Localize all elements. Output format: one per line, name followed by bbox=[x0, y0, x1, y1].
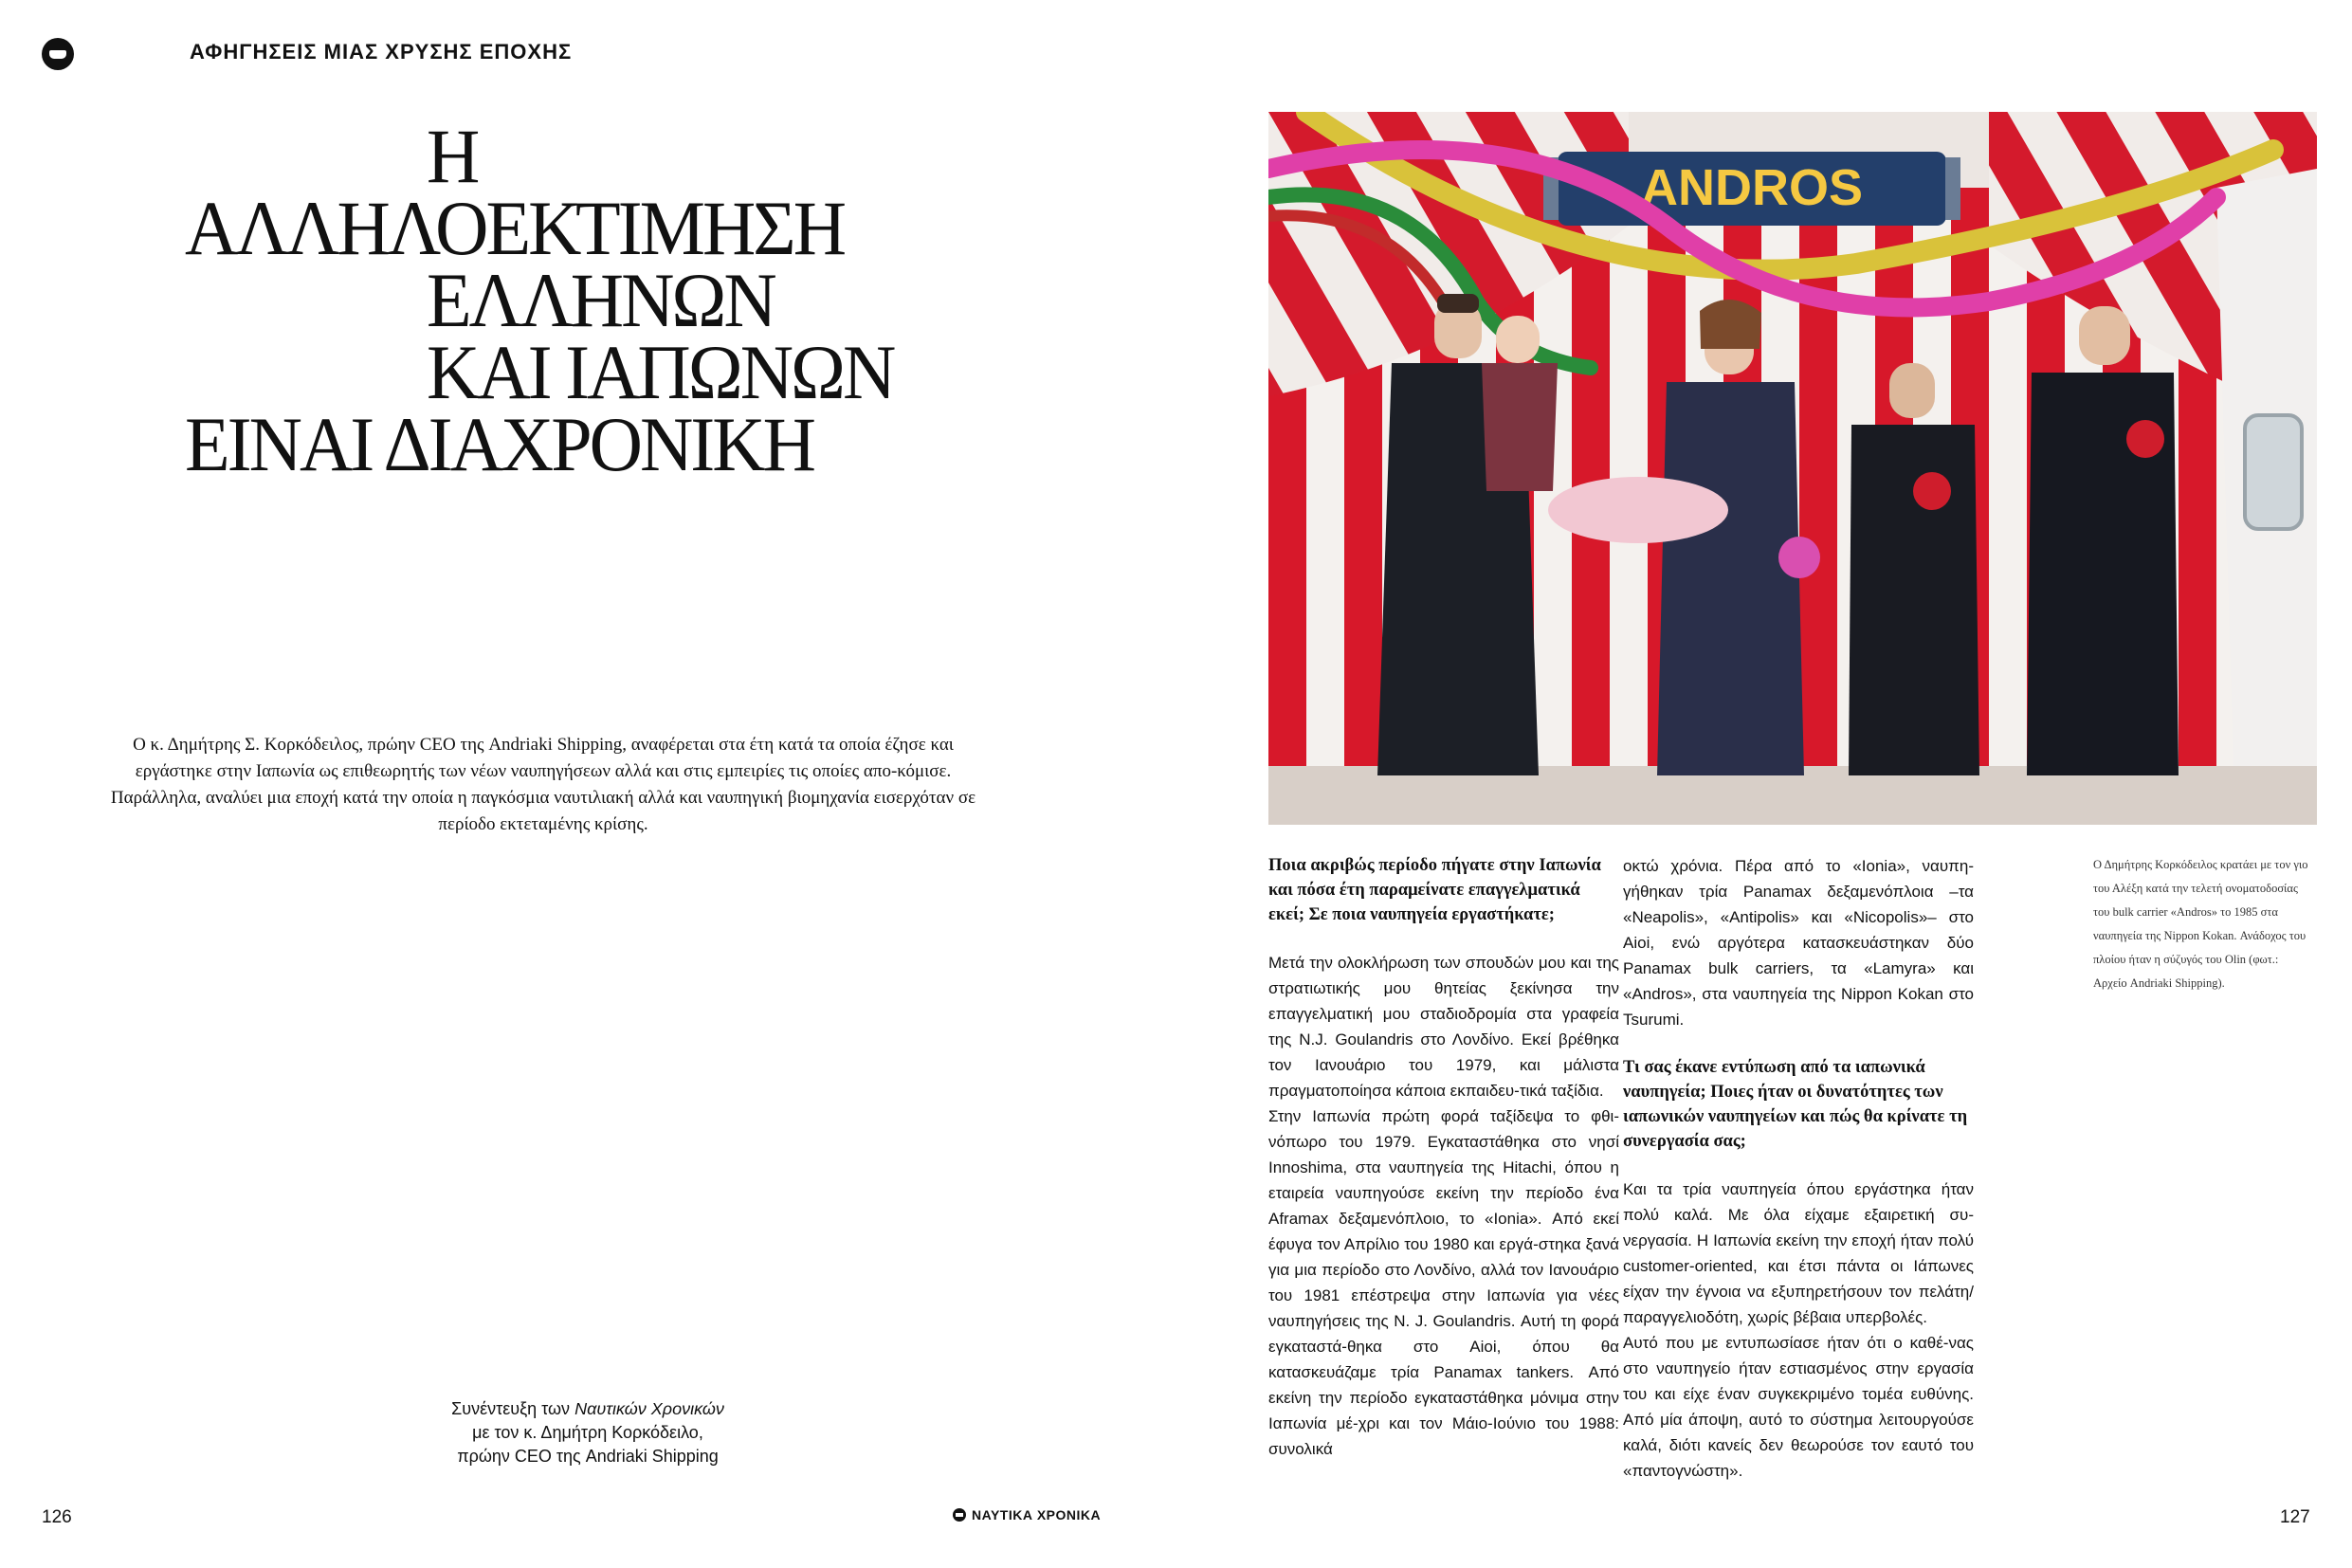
byline-prefix: Συνέντευξη των bbox=[451, 1399, 571, 1418]
column2-paragraph-2: Και τα τρία ναυπηγεία όπου εργάστηκα ήταν πολύ καλά. Με όλα είχαμε εξαιρετική συ-νεργασία. Η Ιαπωνία εκείνη την εποχή ήταν πολύ customer-oriented, και έτσι πάντα οι Ιάπωνες είχαν την έγνοια να εξυπηρετήσουν τον πελάτη/παραγγελιοδότη, χωρίς βέβαια υπερβολές. bbox=[1623, 1180, 1974, 1326]
column2-paragraph-1: οκτώ χρόνια. Πέρα από το «Ionia», ναυπη-γήθηκαν τρία Panamax δεξαμενόπλοια –τα «Neapolis», «Antipolis» και «Nicopolis»– στο Aioi, ενώ αργότερα κατασκευάστηκαν δύο Panamax bulk carriers, τα «Lamyra» και «Andros», στα ναυπηγεία της Nippon Kokan στο Tsurumi. bbox=[1623, 857, 1974, 1029]
page-number-right: 127 bbox=[2280, 1507, 2310, 1527]
ceremony-photo-illustration bbox=[1268, 112, 2317, 825]
column1-paragraph-1: Μετά την ολοκλήρωση των σπουδών μου και της στρατιωτικής μου θητείας ξεκίνησα την επαγγελματική μου σταδιοδρομία στα γραφεία της N.J. Goulandris στο Λονδίνο. Εκεί βρέθηκα τον Ιανουάριο του 1979, και μάλιστα πραγματοποίησα κάποια εκπαιδευ-τικά ταξίδια. bbox=[1268, 954, 1619, 1100]
andros-sign: ANDROS bbox=[1640, 159, 1864, 216]
byline-line-3: πρώην CEO της Andriaki Shipping bbox=[457, 1447, 719, 1466]
headline-line-1: Η bbox=[427, 112, 478, 200]
column1-paragraph-2: Στην Ιαπωνία πρώτη φορά ταξίδεψα το φθι-νόπωρο του 1979. Εγκαταστάθηκα στο νησί Innoshima, στα ναυπηγεία της Hitachi, όπου η εταιρεία ναυπηγούσε εκείνη την περίοδο ένα Aframax δεξαμενόπλοιο, το «Ionia». Από εκεί έφυγα τον Απρίλιο του 1980 και εργά-στηκα ξανά για μια περίοδο στο Λονδίνο, αλλά τον Ιανουάριο του 1981 επέστρεψα στην Ιαπωνία για νέες ναυπηγήσεις της N. J. Goulandris. Αυτή τη φορά εγκαταστά-θηκα στο Aioi, όπου θα κατασκευάζαμε τρία Panamax tankers. Από εκείνη την περίοδο εγκαταστάθηκα μόνιμα στην Ιαπωνία μέ-χρι και τον Μάιο-Ιούνιο του 1988: συνολικά bbox=[1268, 1107, 1619, 1458]
headline-line-5: ΕΙΝΑΙ ΔΙΑΧΡΟΝΙΚΗ bbox=[185, 400, 813, 488]
question-2: Τι σας έκανε εντύπωση από τα ιαπωνικά ναυπηγεία; Ποιες ήταν οι δυνατότητες των ιαπωνικών ναυπηγείων και πώς θα κρίνατε τη συνεργασία σας; bbox=[1623, 1058, 1968, 1151]
footer-brand-name: ΝΑΥΤΙΚΑ ΧΡΟΝΙΚΑ bbox=[972, 1507, 1102, 1522]
question-1: Ποια ακριβώς περίοδο πήγατε στην Ιαπωνία και πόσα έτη παραμείνατε επαγγελματικά εκεί; Σε ποια ναυπηγεία εργαστήκατε; bbox=[1268, 856, 1601, 924]
section-title: ΑΦΗΓΗΣΕΙΣ ΜΙΑΣ ΧΡΥΣΗΣ ΕΠΟΧΗΣ bbox=[190, 40, 573, 64]
page-number-left: 126 bbox=[42, 1507, 72, 1527]
byline-line-2: με τον κ. Δημήτρη Κορκόδειλο, bbox=[472, 1423, 703, 1442]
magazine-logo-icon bbox=[42, 38, 74, 70]
headline-line-4: ΚΑΙ ΙΑΠΩΝΩΝ bbox=[427, 328, 894, 416]
article-column-2 bbox=[1623, 853, 1974, 1484]
article-column-1 bbox=[1268, 853, 1619, 1462]
photo-caption: Ο Δημήτρης Κορκόδειλος κρατάει με τον γιο του Αλέξη κατά την τελετή ονοματοδοσίας του bulk carrier «Andros» το 1985 στα ναυπηγεία της Nippon Kokan. Ανάδοχος του πλοίου ήταν η σύζυγός του Olin (φωτ.: Αρχείο Andriaki Shipping). bbox=[2093, 858, 2308, 990]
headline-line-2: ΑΛΛΗΛΟΕΚΤΙΜΗΣΗ bbox=[185, 184, 845, 272]
brand-logo-icon bbox=[953, 1508, 966, 1522]
headline-line-3: ΕΛΛΗΝΩΝ bbox=[427, 256, 775, 344]
byline-publication: Ναυτικών Χρονικών bbox=[574, 1399, 724, 1418]
intro-paragraph: Ο κ. Δημήτρης Σ. Κορκόδειλος, πρώην CEO της Andriaki Shipping, αναφέρεται στα έτη κατά τα οποία έζησε και εργάστηκε στην Ιαπωνία ως επιθεωρητής των νέων ναυπηγήσεων αλλά και στις εμπειρίες τις οποίες απο-κόμισε. Παράλληλα, αναλύει μια εποχή κατά την οποία η παγκόσμια ναυτιλιακή αλλά και ναυπηγική βιομηχανία εισερχόταν σε περίοδο εκτεταμένης κρίσης. bbox=[110, 735, 976, 834]
column2-paragraph-3: Αυτό που με εντυπωσίασε ήταν ότι ο καθέ-νας στο ναυπηγείο ήταν εστιασμένος στην εργασία του και είχε έναν συγκεκριμένο τομέα ευθύνης. Από μία άποψη, αυτό το σύστημα λειτουργούσε καλά, διότι κανείς δεν θεωρούσε τον εαυτό του «παντογνώστη». bbox=[1623, 1334, 1974, 1480]
footer-brand bbox=[953, 1507, 1101, 1522]
ceremony-photo bbox=[1268, 112, 2317, 825]
byline bbox=[360, 1397, 815, 1468]
